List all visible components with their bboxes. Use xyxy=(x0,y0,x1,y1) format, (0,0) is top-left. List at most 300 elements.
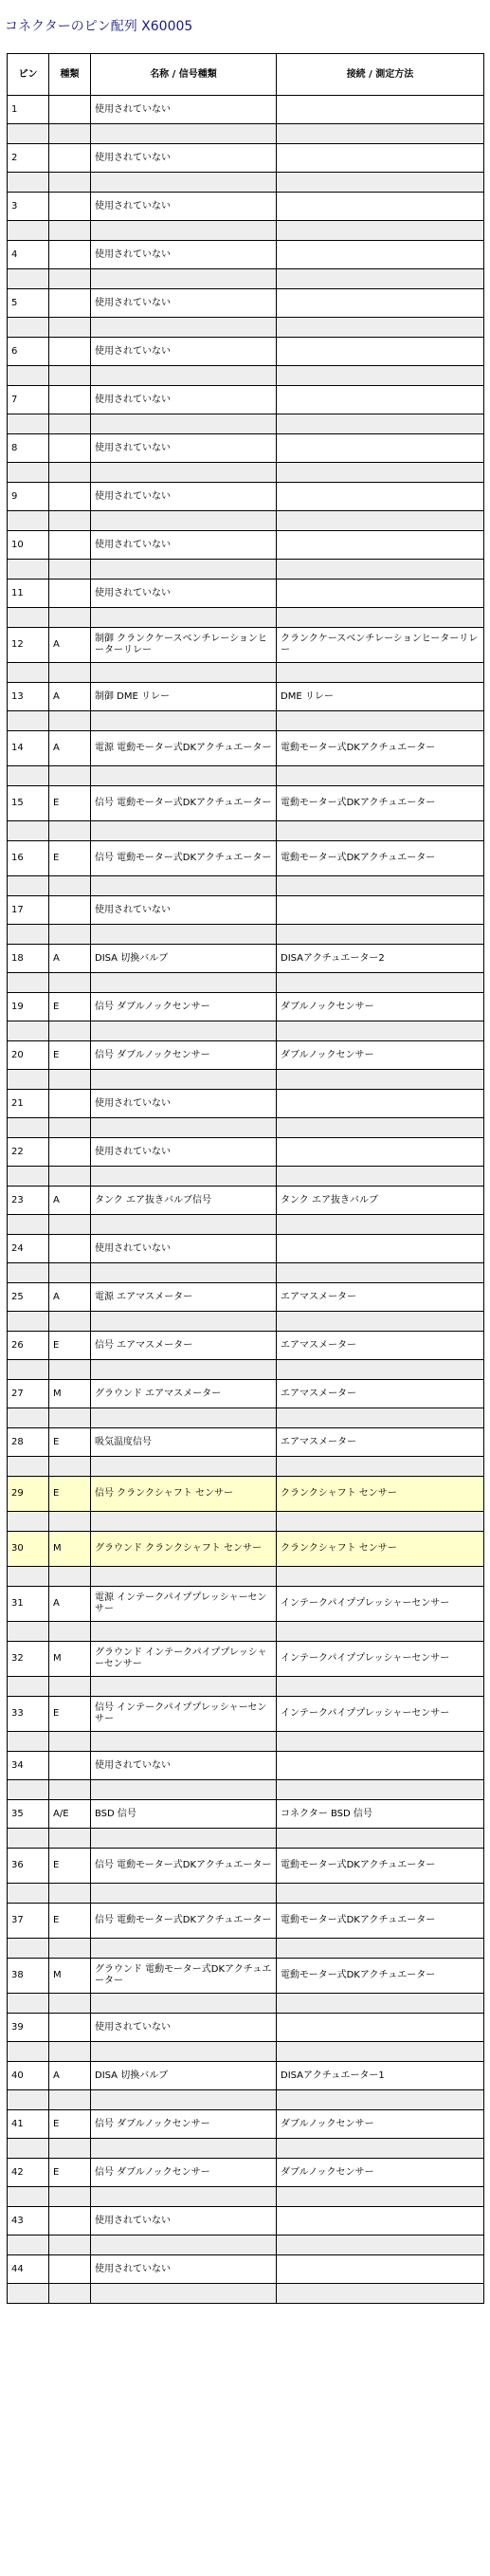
pin-cell: 40 xyxy=(8,2062,49,2090)
measurement-cell xyxy=(277,338,484,366)
table-row xyxy=(8,289,484,318)
spacer-cell xyxy=(91,663,277,683)
name-cell: 制御 DME リレー xyxy=(91,683,277,711)
pin-cell: 22 xyxy=(8,1138,49,1167)
type-cell xyxy=(49,386,91,414)
spacer-cell xyxy=(277,269,484,289)
spacer-cell xyxy=(8,124,49,144)
spacer-cell xyxy=(8,1994,49,2014)
measurement-cell xyxy=(277,144,484,173)
spacer-cell xyxy=(277,2236,484,2255)
spacer-cell xyxy=(8,1263,49,1283)
name-cell: 使用されていない xyxy=(91,896,277,925)
spacer-cell xyxy=(91,766,277,786)
name-cell: 信号 電動モーター式DKアクチュエーター xyxy=(91,1904,277,1939)
spacer-cell xyxy=(49,876,91,896)
table-spacer-row xyxy=(8,173,484,193)
pin-cell: 16 xyxy=(8,841,49,876)
measurement-cell: クランクケースベンチレーションヒーターリレー xyxy=(277,628,484,663)
spacer-cell xyxy=(277,511,484,531)
name-cell: DISA 切換バルブ xyxy=(91,2062,277,2090)
type-cell xyxy=(49,1138,91,1167)
spacer-cell xyxy=(49,2090,91,2110)
table-spacer-row xyxy=(8,366,484,386)
pin-cell: 41 xyxy=(8,2110,49,2139)
name-cell: 電源 エアマスメーター xyxy=(91,1283,277,1312)
table-spacer-row xyxy=(8,560,484,580)
table-spacer-row xyxy=(8,1167,484,1187)
name-cell: 使用されていない xyxy=(91,96,277,124)
type-cell: A xyxy=(49,945,91,973)
pin-cell: 37 xyxy=(8,1904,49,1939)
pin-cell: 27 xyxy=(8,1380,49,1408)
spacer-cell xyxy=(277,1567,484,1587)
table-row xyxy=(8,483,484,511)
type-cell: E xyxy=(49,2110,91,2139)
spacer-cell xyxy=(91,1829,277,1849)
measurement-cell: 電動モーター式DKアクチュエーター xyxy=(277,841,484,876)
table-row xyxy=(8,1138,484,1167)
pin-cell: 7 xyxy=(8,386,49,414)
type-cell xyxy=(49,434,91,463)
type-cell xyxy=(49,2014,91,2042)
spacer-cell xyxy=(91,1118,277,1138)
table-spacer-row xyxy=(8,2042,484,2062)
spacer-cell xyxy=(8,1622,49,1642)
pin-cell: 12 xyxy=(8,628,49,663)
spacer-cell xyxy=(8,1457,49,1477)
table-row xyxy=(8,1283,484,1312)
table-spacer-row xyxy=(8,876,484,896)
type-cell xyxy=(49,580,91,608)
spacer-cell xyxy=(277,1780,484,1800)
spacer-cell xyxy=(277,925,484,945)
spacer-cell xyxy=(277,1070,484,1090)
measurement-cell: エアマスメーター xyxy=(277,1380,484,1408)
table-row xyxy=(8,1959,484,1994)
type-cell xyxy=(49,241,91,269)
type-cell xyxy=(49,338,91,366)
name-cell: 使用されていない xyxy=(91,531,277,560)
table-spacer-row xyxy=(8,318,484,338)
table-spacer-row xyxy=(8,221,484,241)
spacer-cell xyxy=(277,1939,484,1959)
table-row xyxy=(8,193,484,221)
spacer-cell xyxy=(277,173,484,193)
name-cell: 信号 エアマスメーター xyxy=(91,1332,277,1360)
pin-rows xyxy=(8,96,484,2304)
spacer-cell xyxy=(277,663,484,683)
spacer-cell xyxy=(8,2090,49,2110)
spacer-cell xyxy=(277,414,484,434)
name-cell: タンク エア抜きバルブ信号 xyxy=(91,1187,277,1215)
type-cell: M xyxy=(49,1959,91,1994)
name-cell: 使用されていない xyxy=(91,2255,277,2284)
spacer-cell xyxy=(8,608,49,628)
measurement-cell xyxy=(277,96,484,124)
pin-cell: 42 xyxy=(8,2159,49,2187)
measurement-cell: タンク エア抜きバルブ xyxy=(277,1187,484,1215)
spacer-cell xyxy=(277,1457,484,1477)
measurement-cell: 電動モーター式DKアクチュエーター xyxy=(277,1904,484,1939)
pin-cell: 36 xyxy=(8,1849,49,1884)
spacer-cell xyxy=(277,1215,484,1235)
table-row xyxy=(8,1904,484,1939)
spacer-cell xyxy=(91,511,277,531)
table-spacer-row xyxy=(8,124,484,144)
measurement-cell: 電動モーター式DKアクチュエーター xyxy=(277,786,484,821)
spacer-cell xyxy=(277,1021,484,1041)
spacer-cell xyxy=(49,925,91,945)
spacer-cell xyxy=(91,318,277,338)
spacer-cell xyxy=(277,766,484,786)
pin-cell: 28 xyxy=(8,1428,49,1457)
spacer-cell xyxy=(277,1677,484,1697)
table-row xyxy=(8,1642,484,1677)
spacer-cell xyxy=(49,1167,91,1187)
spacer-cell xyxy=(91,1622,277,1642)
pin-cell: 21 xyxy=(8,1090,49,1118)
name-cell: 信号 電動モーター式DKアクチュエーター xyxy=(91,1849,277,1884)
measurement-cell: 電動モーター式DKアクチュエーター xyxy=(277,1959,484,1994)
table-spacer-row xyxy=(8,608,484,628)
type-cell: E xyxy=(49,1697,91,1732)
spacer-cell xyxy=(91,1512,277,1532)
name-cell: 使用されていない xyxy=(91,1752,277,1780)
pin-cell: 35 xyxy=(8,1800,49,1829)
table-row xyxy=(8,1752,484,1780)
table-row xyxy=(8,2207,484,2236)
spacer-cell xyxy=(8,173,49,193)
type-cell xyxy=(49,96,91,124)
measurement-cell: 電動モーター式DKアクチュエーター xyxy=(277,731,484,766)
spacer-cell xyxy=(277,1118,484,1138)
name-cell: 使用されていない xyxy=(91,1138,277,1167)
table-row xyxy=(8,945,484,973)
spacer-cell xyxy=(49,1939,91,1959)
spacer-cell xyxy=(91,560,277,580)
table-row xyxy=(8,144,484,173)
table-spacer-row xyxy=(8,1622,484,1642)
spacer-cell xyxy=(91,1021,277,1041)
pin-cell: 2 xyxy=(8,144,49,173)
spacer-cell xyxy=(8,973,49,993)
measurement-cell: インテークパイププレッシャーセンサー xyxy=(277,1587,484,1622)
spacer-cell xyxy=(49,1021,91,1041)
spacer-cell xyxy=(91,608,277,628)
name-cell: DISA 切換バルブ xyxy=(91,945,277,973)
table-spacer-row xyxy=(8,2090,484,2110)
name-cell: 電源 インテークパイププレッシャーセンサー xyxy=(91,1587,277,1622)
table-spacer-row xyxy=(8,1360,484,1380)
type-cell: E xyxy=(49,1904,91,1939)
spacer-cell xyxy=(91,1215,277,1235)
pin-cell: 9 xyxy=(8,483,49,511)
spacer-cell xyxy=(91,2187,277,2207)
spacer-cell xyxy=(91,2236,277,2255)
table-spacer-row xyxy=(8,821,484,841)
spacer-cell xyxy=(49,608,91,628)
spacer-cell xyxy=(8,1215,49,1235)
type-cell: E xyxy=(49,786,91,821)
spacer-cell xyxy=(49,221,91,241)
spacer-cell xyxy=(49,711,91,731)
measurement-cell: エアマスメーター xyxy=(277,1283,484,1312)
spacer-cell xyxy=(49,366,91,386)
spacer-cell xyxy=(277,711,484,731)
name-cell: 使用されていない xyxy=(91,2207,277,2236)
pin-cell: 39 xyxy=(8,2014,49,2042)
table-row xyxy=(8,531,484,560)
table-row xyxy=(8,731,484,766)
spacer-cell xyxy=(277,560,484,580)
spacer-cell xyxy=(91,1312,277,1332)
name-cell: BSD 信号 xyxy=(91,1800,277,1829)
type-cell: E xyxy=(49,1477,91,1512)
pin-cell: 3 xyxy=(8,193,49,221)
measurement-cell xyxy=(277,193,484,221)
spacer-cell xyxy=(91,711,277,731)
spacer-cell xyxy=(91,414,277,434)
pin-cell: 31 xyxy=(8,1587,49,1622)
spacer-cell xyxy=(8,2042,49,2062)
pin-cell: 33 xyxy=(8,1697,49,1732)
table-spacer-row xyxy=(8,1408,484,1428)
table-spacer-row xyxy=(8,463,484,483)
spacer-cell xyxy=(49,1263,91,1283)
spacer-cell xyxy=(91,221,277,241)
measurement-cell: DISAアクチュエーター1 xyxy=(277,2062,484,2090)
spacer-cell xyxy=(49,1118,91,1138)
pin-cell: 29 xyxy=(8,1477,49,1512)
spacer-cell xyxy=(91,1457,277,1477)
table-spacer-row xyxy=(8,1457,484,1477)
page-title: コネクターのピン配列 X60005 xyxy=(5,19,193,34)
table-spacer-row xyxy=(8,2284,484,2304)
spacer-cell xyxy=(277,221,484,241)
spacer-cell xyxy=(91,124,277,144)
spacer-cell xyxy=(8,663,49,683)
spacer-cell xyxy=(49,2042,91,2062)
type-cell: M xyxy=(49,1532,91,1567)
spacer-cell xyxy=(277,2139,484,2159)
spacer-cell xyxy=(8,1021,49,1041)
measurement-cell xyxy=(277,483,484,511)
measurement-cell: ダブルノックセンサー xyxy=(277,1041,484,1070)
spacer-cell xyxy=(91,1939,277,1959)
pin-cell: 15 xyxy=(8,786,49,821)
spacer-cell xyxy=(8,2139,49,2159)
type-cell: A xyxy=(49,731,91,766)
spacer-cell xyxy=(8,1884,49,1904)
table-row xyxy=(8,2255,484,2284)
table-row xyxy=(8,1532,484,1567)
name-cell: 使用されていない xyxy=(91,580,277,608)
name-cell: 使用されていない xyxy=(91,434,277,463)
name-cell: 使用されていない xyxy=(91,1090,277,1118)
table-spacer-row xyxy=(8,1732,484,1752)
type-cell xyxy=(49,1235,91,1263)
name-cell: 信号 電動モーター式DKアクチュエーター xyxy=(91,786,277,821)
table-spacer-row xyxy=(8,1829,484,1849)
pin-cell: 8 xyxy=(8,434,49,463)
spacer-cell xyxy=(8,766,49,786)
type-cell: A/E xyxy=(49,1800,91,1829)
table-spacer-row xyxy=(8,1070,484,1090)
pin-cell: 20 xyxy=(8,1041,49,1070)
measurement-cell xyxy=(277,2207,484,2236)
spacer-cell xyxy=(49,1408,91,1428)
spacer-cell xyxy=(49,463,91,483)
table-spacer-row xyxy=(8,1215,484,1235)
measurement-cell xyxy=(277,289,484,318)
measurement-cell: ダブルノックセンサー xyxy=(277,2159,484,2187)
spacer-cell xyxy=(91,876,277,896)
table-row xyxy=(8,1697,484,1732)
spacer-cell xyxy=(91,463,277,483)
spacer-cell xyxy=(8,2284,49,2304)
pin-cell: 30 xyxy=(8,1532,49,1567)
spacer-cell xyxy=(277,1829,484,1849)
type-cell: A xyxy=(49,1187,91,1215)
type-cell xyxy=(49,2255,91,2284)
spacer-cell xyxy=(91,2042,277,2062)
spacer-cell xyxy=(91,2090,277,2110)
spacer-cell xyxy=(277,1263,484,1283)
table-row xyxy=(8,386,484,414)
name-cell: 使用されていない xyxy=(91,483,277,511)
pin-cell: 5 xyxy=(8,289,49,318)
spacer-cell xyxy=(91,2284,277,2304)
table-spacer-row xyxy=(8,511,484,531)
spacer-cell xyxy=(8,1512,49,1532)
table-header-row xyxy=(8,54,484,96)
table-spacer-row xyxy=(8,1994,484,2014)
spacer-cell xyxy=(277,2090,484,2110)
spacer-cell xyxy=(8,711,49,731)
spacer-cell xyxy=(8,1070,49,1090)
type-cell: E xyxy=(49,1332,91,1360)
table-row xyxy=(8,683,484,711)
spacer-cell xyxy=(8,1567,49,1587)
measurement-cell xyxy=(277,531,484,560)
spacer-cell xyxy=(277,608,484,628)
spacer-cell xyxy=(49,973,91,993)
table-spacer-row xyxy=(8,414,484,434)
table-row xyxy=(8,1587,484,1622)
spacer-cell xyxy=(8,1677,49,1697)
spacer-cell xyxy=(49,821,91,841)
spacer-cell xyxy=(8,1408,49,1428)
spacer-cell xyxy=(8,876,49,896)
measurement-cell xyxy=(277,580,484,608)
table-row xyxy=(8,993,484,1021)
type-cell xyxy=(49,193,91,221)
table-spacer-row xyxy=(8,711,484,731)
table-row xyxy=(8,1428,484,1457)
table-spacer-row xyxy=(8,1567,484,1587)
spacer-cell xyxy=(49,318,91,338)
spacer-cell xyxy=(49,1512,91,1532)
spacer-cell xyxy=(49,1780,91,1800)
name-cell: 吸気温度信号 xyxy=(91,1428,277,1457)
type-cell xyxy=(49,483,91,511)
spacer-cell xyxy=(91,1263,277,1283)
pin-table-wrap xyxy=(7,53,483,2304)
header-name: 名称 / 信号種類 xyxy=(91,54,277,96)
type-cell xyxy=(49,2207,91,2236)
measurement-cell xyxy=(277,1752,484,1780)
spacer-cell xyxy=(49,2187,91,2207)
table-row xyxy=(8,2062,484,2090)
spacer-cell xyxy=(8,2187,49,2207)
measurement-cell: DME リレー xyxy=(277,683,484,711)
spacer-cell xyxy=(49,1312,91,1332)
spacer-cell xyxy=(277,2284,484,2304)
spacer-cell xyxy=(91,173,277,193)
table-row xyxy=(8,580,484,608)
table-spacer-row xyxy=(8,2187,484,2207)
table-row xyxy=(8,241,484,269)
type-cell xyxy=(49,289,91,318)
spacer-cell xyxy=(49,1677,91,1697)
spacer-cell xyxy=(49,2236,91,2255)
name-cell: 使用されていない xyxy=(91,338,277,366)
type-cell: E xyxy=(49,2159,91,2187)
spacer-cell xyxy=(8,511,49,531)
table-row xyxy=(8,434,484,463)
spacer-cell xyxy=(8,1312,49,1332)
table-spacer-row xyxy=(8,1939,484,1959)
spacer-cell xyxy=(277,2042,484,2062)
spacer-cell xyxy=(49,1457,91,1477)
table-spacer-row xyxy=(8,766,484,786)
pin-cell: 10 xyxy=(8,531,49,560)
spacer-cell xyxy=(8,366,49,386)
measurement-cell: エアマスメーター xyxy=(277,1428,484,1457)
pin-cell: 13 xyxy=(8,683,49,711)
spacer-cell xyxy=(277,1312,484,1332)
spacer-cell xyxy=(49,1070,91,1090)
table-spacer-row xyxy=(8,925,484,945)
spacer-cell xyxy=(91,973,277,993)
name-cell: 使用されていない xyxy=(91,241,277,269)
spacer-cell xyxy=(49,1829,91,1849)
spacer-cell xyxy=(277,463,484,483)
table-spacer-row xyxy=(8,1884,484,1904)
spacer-cell xyxy=(49,269,91,289)
pin-cell: 4 xyxy=(8,241,49,269)
spacer-cell xyxy=(91,1994,277,2014)
spacer-cell xyxy=(277,366,484,386)
name-cell: 信号 電動モーター式DKアクチュエーター xyxy=(91,841,277,876)
spacer-cell xyxy=(277,318,484,338)
pin-cell: 32 xyxy=(8,1642,49,1677)
table-spacer-row xyxy=(8,1263,484,1283)
spacer-cell xyxy=(91,1780,277,1800)
table-spacer-row xyxy=(8,269,484,289)
spacer-cell xyxy=(49,124,91,144)
spacer-cell xyxy=(91,269,277,289)
name-cell: 信号 ダブルノックセンサー xyxy=(91,2110,277,2139)
pin-cell: 34 xyxy=(8,1752,49,1780)
spacer-cell xyxy=(49,1215,91,1235)
table-spacer-row xyxy=(8,663,484,683)
name-cell: グラウンド クランクシャフト センサー xyxy=(91,1532,277,1567)
pin-cell: 6 xyxy=(8,338,49,366)
measurement-cell: インテークパイププレッシャーセンサー xyxy=(277,1642,484,1677)
pin-cell: 19 xyxy=(8,993,49,1021)
